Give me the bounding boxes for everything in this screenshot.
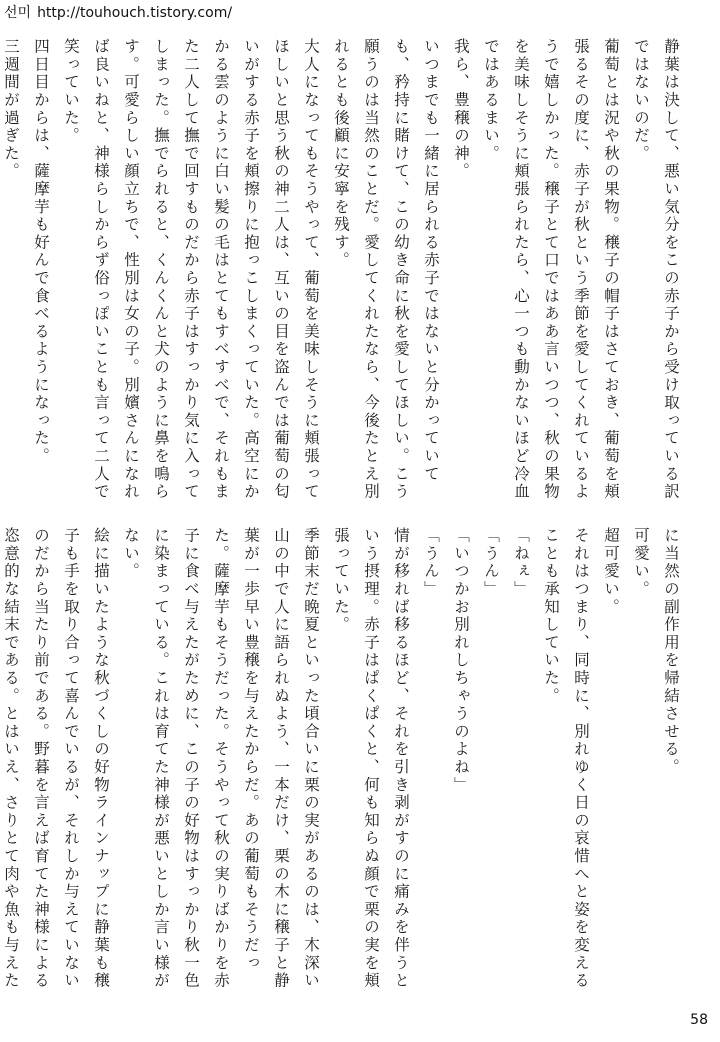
paragraph: 季節末だ晩夏といった頃合いに栗の実があるのは、木深い山の中で人に語られぬよう、一本だけ、栗の木に穣子と静葉が一歩早い豊穣を与えたからだ。あの葡萄もそうだった。薩摩芋もそうだった。そうやって秋の実りばかりを赤子に食べ与えたがために、この子の好物はすっかり秋一色に染まっている。これは育てた神様が悪いとしか言い様がない。	[122, 527, 320, 990]
paragraph: 情が移れば移るほど、それを引き剥がすのに痛みを伴うという摂理。赤子はぱくぱくと、何も知らぬ顔で栗の実を頬張っていた。	[332, 527, 410, 990]
paragraph: 三週間が過ぎた。	[2, 38, 20, 181]
paragraph: 超可愛い。	[602, 527, 620, 616]
paragraph: 静葉は決して、悪い気分をこの赤子から受け取っている訳ではないのだ。	[632, 38, 680, 501]
paragraph: 「いつかお別れしちゃうのよね」	[452, 527, 470, 794]
paragraph: 我ら、豊穣の神。	[452, 38, 470, 181]
paragraph: 可愛い。	[632, 527, 650, 599]
upper-text-block	[2, 38, 686, 504]
paragraph: 「うん」	[482, 527, 500, 599]
paragraph: 絵に描いたような秋づくしの好物ラインナップに静葉も穣子も手を取り合って喜んでいるが、それしか与えていないのだから当たり前である。野暮を言えば育てた神様による恣意的な結末である。とはいえ、さりとて肉や魚も与えた	[2, 527, 110, 990]
paragraph: いつまでも一緒に居られる赤子ではないと分かっていても、矜持に賭けて、この幼き命に秋を愛してほしい。こう願うのは当然のことだ。愛してくれたなら、今後たとえ別れるとも後顧に安寧を残す。	[332, 38, 440, 501]
blog-url[interactable]: http://touhouch.tistory.com/	[37, 5, 233, 21]
paragraph: 「うん」	[422, 527, 440, 599]
paragraph: 葡萄とは況や秋の果物。穣子の帽子はさておき、葡萄を頬張るその度に、赤子が秋という季節を愛してくれているようで嬉しかった。穣子とて口ではああ言いつつ、秋の果物を美味しそうに頬張られたら、心一つも動かないほど冷血ではあるまい。	[482, 38, 620, 501]
page-number: 58	[690, 1012, 708, 1028]
paragraph: 四日目からは、薩摩芋も好んで食べるようになった。	[32, 38, 50, 466]
paragraph: 「ねぇ」	[512, 527, 530, 599]
paragraph: 大人になってもそうやって、葡萄を美味しそうに頬張ってほしいと思う秋の神二人は、互いの目を盗んでは葡萄の匂いがする赤子を頬擦りに抱っこしまくっていた。高空にかかる雲のように白い髪の毛はとてもすべすべで、それもまた二人して撫で回すものだから赤子はすっかり気に入ってしまった。撫でられると、くんくんと犬のように鼻を鳴らす。可愛らしい顔立ちで、性別は女の子。別嬪さんになれば良いねと、神様らしからず俗っぽいことも言って二人で笑っていた。	[62, 38, 320, 501]
paragraph: に当然の副作用を帰結させる。	[662, 527, 680, 777]
blog-watermark	[4, 2, 232, 24]
lower-text-block	[2, 527, 686, 997]
blog-name: 선미	[4, 5, 32, 21]
paragraph: それはつまり、同時に、別れゆく日の哀惜へと姿を変えることも承知していた。	[542, 527, 590, 990]
